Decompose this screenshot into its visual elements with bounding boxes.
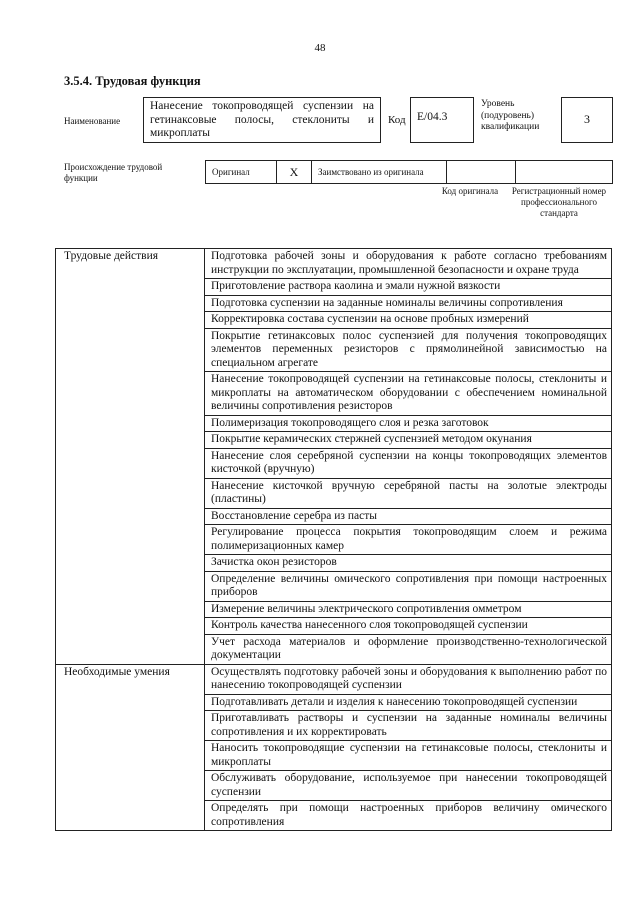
level-label: Уровень (подуровень) квалификации [481, 99, 540, 132]
registration-hint: Регистрационный номер профессионального стандарта [511, 186, 607, 218]
list-item: Нанесение токопроводящей суспензии на гетинаксовые полосы, стеклониты и микроплаты на автоматическом оборудовании с обеспечением номинальной величины сопротивления резисторов [205, 372, 612, 416]
list-item: Определение величины омического сопротивления при помощи настроенных приборов [205, 571, 612, 601]
code-hint: Код оригинала [441, 186, 499, 196]
origin-label: Происхождение трудовой функции [64, 162, 163, 183]
origin-table [205, 160, 613, 184]
function-name-value: Нанесение токопроводящей суспензии на гетинаксовые полосы, стеклониты и микроплаты [150, 100, 374, 139]
list-item: Корректировка состава суспензии на основе пробных измерений [205, 312, 612, 329]
table-row [56, 249, 612, 279]
code-value: E/04.3 [417, 111, 448, 123]
list-item: Покрытие гетинаксовых полос суспензией для получения токопроводящих элементов переменных резисторов с прямолинейной зависимостью на специальном агрегате [205, 328, 612, 372]
list-item: Контроль качества нанесенного слоя токопроводящей суспензии [205, 618, 612, 635]
section-title: 3.5.4. Трудовая функция [64, 74, 201, 88]
list-item: Регулирование процесса покрытия токопроводящим слоем и режима полимеризационных камер [205, 525, 612, 555]
list-item: Подготовка суспензии на заданные номиналы величины сопротивления [205, 295, 612, 312]
code-box [410, 97, 474, 143]
list-item: Зачистка окон резисторов [205, 555, 612, 572]
code-label: Код [388, 114, 406, 126]
list-item: Нанесение кисточкой вручную серебряной пасты на золотые электроды (пластины) [205, 478, 612, 508]
level-value: 3 [584, 112, 590, 126]
list-item: Приготовление раствора каолина и эмали нужной вязкости [205, 279, 612, 296]
list-item: Подготавливать детали и изделия к нанесению токопроводящей суспензии [205, 694, 612, 711]
function-details-body [56, 249, 612, 831]
original-mark: X [277, 161, 312, 184]
list-item: Учет расхода материалов и оформление производственно-технологической документации [205, 634, 612, 664]
original-label: Оригинал [206, 161, 277, 184]
list-item: Полимеризация токопроводящего слоя и резка заготовок [205, 415, 612, 432]
list-item: Обслуживать оборудование, используемое при нанесении токопроводящей суспензии [205, 771, 612, 801]
list-item: Подготовка рабочей зоны и оборудования к работе согласно требованиям инструкции по эксплуатации, промышленной безопасности и охране труда [205, 249, 612, 279]
list-item: Покрытие керамических стержней суспензией методом окунания [205, 432, 612, 449]
section-title-cell: Трудовые действия [56, 249, 205, 665]
list-item: Приготавливать растворы и суспензии на заданные номиналы величины сопротивления и их корректировать [205, 711, 612, 741]
list-item: Наносить токопроводящие суспензии на гетинаксовые полосы, стеклониты и микроплаты [205, 741, 612, 771]
function-name-box [143, 97, 381, 143]
name-label: Наименование [64, 116, 121, 126]
list-item: Нанесение слоя серебряной суспензии на концы токопроводящих элементов кисточкой (вручную) [205, 448, 612, 478]
page-number: 48 [314, 42, 326, 54]
function-details-table [55, 248, 612, 831]
section-title-cell: Необходимые умения [56, 664, 205, 831]
list-item: Восстановление серебра из пасты [205, 508, 612, 525]
original-code-cell [447, 161, 516, 184]
list-item: Измерение величины электрического сопротивления омметром [205, 601, 612, 618]
list-item: Определять при помощи настроенных приборов величину омического сопротивления [205, 801, 612, 831]
level-box [561, 97, 613, 143]
registration-number-cell [516, 161, 613, 184]
borrowed-label: Заимствовано из оригинала [312, 161, 447, 184]
table-row [56, 664, 612, 694]
list-item: Осуществлять подготовку рабочей зоны и оборудования к выполнению работ по нанесению токопроводящей суспензии [205, 664, 612, 694]
